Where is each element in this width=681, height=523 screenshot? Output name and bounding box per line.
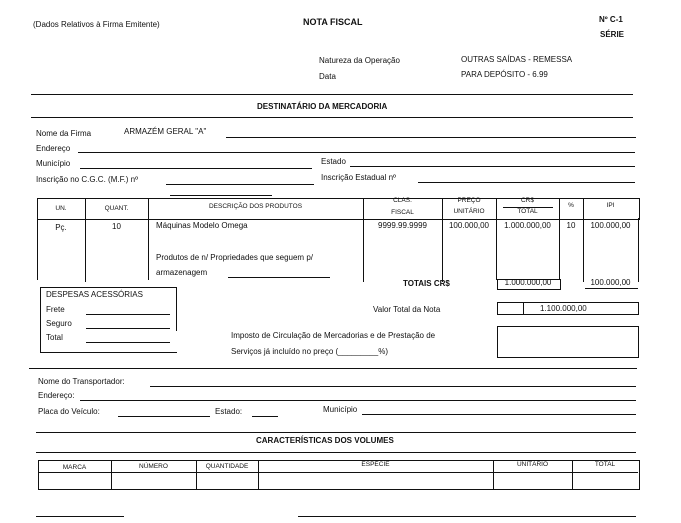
ipi-total-underline	[585, 288, 638, 289]
plate-line	[118, 416, 210, 417]
row-percent: 10	[566, 221, 576, 230]
address-line	[78, 152, 635, 153]
volumes-header-rule	[38, 472, 638, 473]
city-line	[80, 168, 312, 169]
issuer-label: (Dados Relativos à Firma Emitente)	[33, 20, 160, 29]
totals-value: 1.000.000,00	[504, 278, 552, 287]
col-header-percent: %	[568, 202, 574, 209]
row-unit-price: 100.000,00	[448, 221, 490, 230]
series-label: SÉRIE	[600, 30, 625, 39]
cgc-line	[166, 184, 314, 185]
icms-box	[497, 326, 639, 358]
stray-rule	[170, 195, 272, 196]
expenses-total-label: Total	[46, 333, 63, 342]
row-qty: 10	[112, 222, 121, 231]
row-fiscal-class: 9999.99.9999	[378, 221, 427, 230]
row-unit: Pç.	[55, 223, 67, 232]
firm-name-label: Nome da Firma	[36, 129, 92, 138]
invoice-total-label: Valor Total da Nota	[373, 305, 441, 314]
invoice-number-label: Nº C-1	[599, 15, 623, 24]
invoice-total-divider	[523, 302, 524, 314]
date-label: Data	[319, 72, 336, 81]
header-divider	[31, 94, 633, 95]
insurance-label: Seguro	[46, 319, 72, 328]
volumes-section-title: CARACTERÍSTICAS DOS VOLUMES	[256, 436, 394, 445]
state-registration-label: Inscrição Estadual nº	[321, 173, 396, 182]
expenses-total-line	[86, 342, 170, 343]
carrier-line	[150, 386, 636, 387]
totals-label: TOTAIS CR$	[403, 279, 450, 288]
expenses-box-right	[176, 287, 177, 331]
address-label: Endereço	[36, 144, 71, 153]
freight-line	[86, 314, 170, 315]
invoice-total-value: 1.100.000,00	[540, 304, 587, 313]
col-header-total-1: CR$	[520, 197, 534, 204]
transport-city-label: Município	[323, 405, 358, 414]
firm-name-line	[226, 137, 636, 138]
transport-state-label: Estado:	[215, 407, 243, 416]
plate-label: Placa do Veículo:	[38, 407, 100, 416]
cgc-label: Inscrição no C.G.C. (M.F.) nº	[36, 175, 139, 184]
state-line	[350, 166, 635, 167]
transport-divider	[29, 368, 637, 369]
col-header-ipi: IPI	[606, 202, 615, 209]
vol-col-brand: MARCA	[62, 464, 87, 471]
col-header-unit: UN.	[55, 205, 67, 212]
transport-address-line	[80, 400, 636, 401]
recipient-title-rule	[31, 117, 633, 118]
ipi-total-value: 100.000,00	[590, 278, 631, 287]
col-sep-percent	[583, 198, 584, 282]
col-header-total-2: TOTAL	[517, 208, 538, 215]
state-label: Estado	[321, 157, 346, 166]
recipient-section-title: DESTINATÁRIO DA MERCADORIA	[257, 102, 388, 111]
footer-rule-left	[36, 516, 124, 517]
table-right-edge	[638, 218, 639, 282]
vol-col-quantity: QUANTIDADE	[205, 463, 249, 470]
transport-bottom-rule	[36, 432, 636, 433]
transport-address-label: Endereço:	[38, 391, 75, 400]
col-header-price-2: UNITÁRIO	[453, 208, 485, 215]
col-header-desc: DESCRIÇÃO DOS PRODUTOS	[208, 203, 303, 210]
icms-text-line1: Imposto de Circulação de Mercadorias e de Prestação de	[231, 331, 436, 340]
insurance-line	[86, 328, 170, 329]
col-header-class-2: FISCAL	[391, 209, 414, 216]
expenses-title: DESPESAS ACESSÓRIAS	[46, 290, 143, 299]
note-fill-line	[228, 277, 330, 278]
carrier-label: Nome do Transportador:	[38, 377, 125, 386]
row-total: 1.000.000,00	[504, 221, 551, 230]
transport-city-line	[362, 414, 636, 415]
date-value: PARA DEPÓSITO - 6.99	[461, 70, 548, 79]
products-note-line1: Produtos de n/ Propriedades que seguem p/	[156, 253, 313, 262]
vol-col-unit: UNITÁRIO	[516, 461, 549, 468]
doc-title: NOTA FISCAL	[303, 17, 363, 27]
col-sep-total	[559, 198, 560, 280]
col-header-qty: QUANT.	[104, 205, 129, 212]
vol-col-number: NÚMERO	[139, 463, 168, 470]
freight-label: Frete	[46, 305, 65, 314]
transport-state-line	[252, 416, 278, 417]
icms-text-line2: Serviços já incluído no preço (_________%)	[231, 347, 388, 356]
vol-col-total: TOTAL	[594, 461, 616, 468]
row-desc: Máquinas Modelo Omega	[156, 221, 248, 230]
total-header-underline	[503, 207, 553, 208]
nature-value: OUTRAS SAÍDAS - REMESSA	[461, 55, 573, 64]
vol-col-species: ESPÉCIE	[361, 461, 390, 468]
volumes-title-rule	[36, 452, 636, 453]
state-registration-line	[418, 182, 635, 183]
nature-label: Natureza da Operação	[319, 56, 400, 65]
city-label: Município	[36, 159, 71, 168]
col-header-class-1: CLAS.	[393, 197, 412, 204]
footer-rule-right	[298, 516, 636, 517]
row-ipi: 100.000,00	[590, 221, 631, 230]
col-header-price-1: PREÇO	[457, 197, 481, 204]
products-note-line2: armazenagem	[156, 268, 208, 277]
firm-name-value: ARMAZÉM GERAL "A"	[124, 127, 207, 136]
